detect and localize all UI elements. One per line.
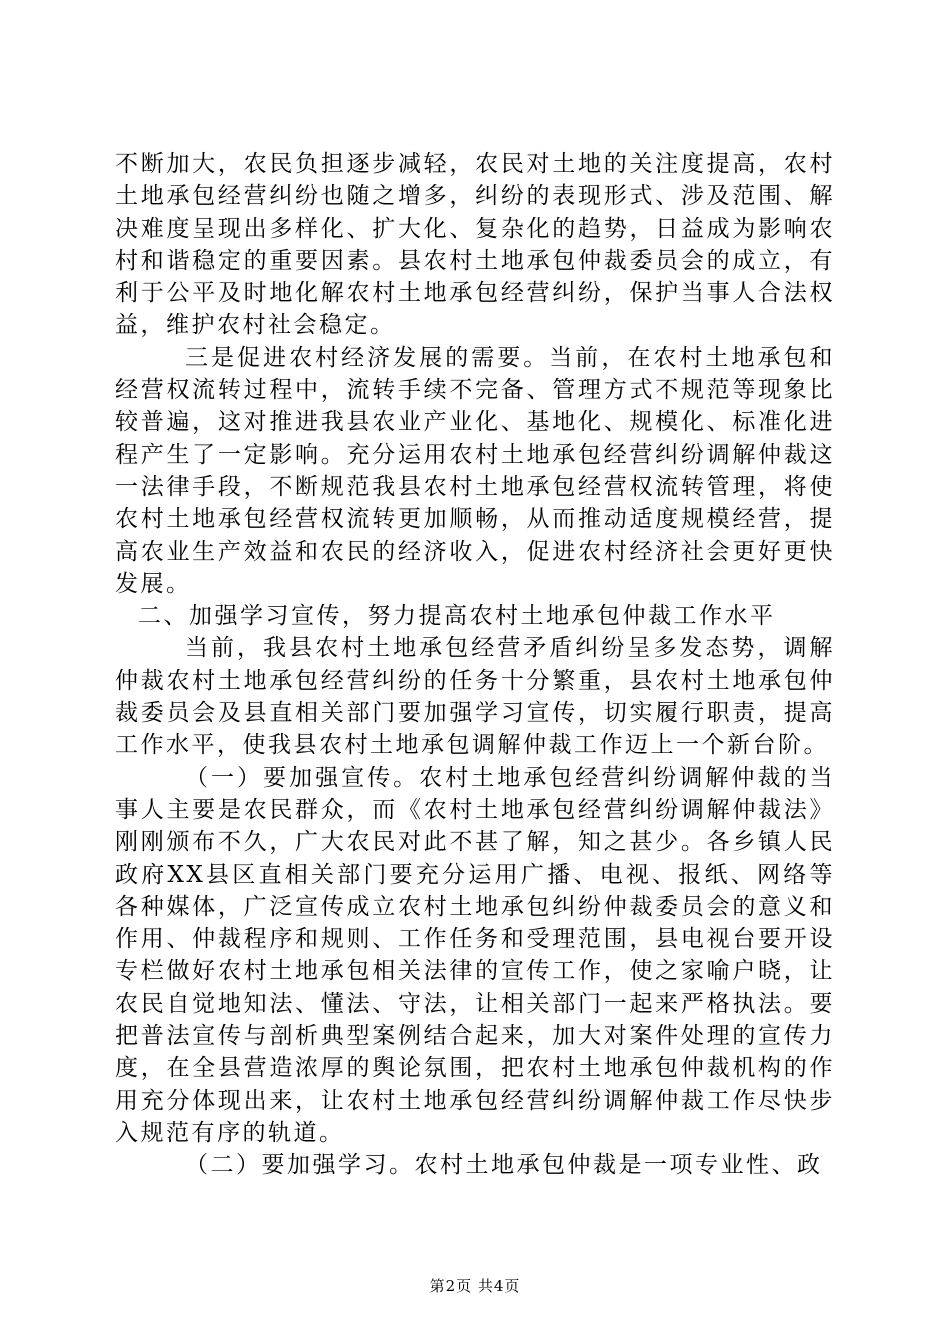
paragraph-strengthen-publicity: （一）要加强宣传。农村土地承包经营纠纷调解仲裁的当事人主要是农民群众，而《农村土地承包经营纠纷调解仲裁法》刚刚颁布不久，广大农民对此不甚了解，知之甚少。各乡镇人民政府XX县区直相关部门要充分运用广播、电视、报纸、网络等各种媒体，广泛宣传成立农村土地承包纠纷仲裁委员会的意义和作用、仲裁程序和规则、工作任务和受理范围，县电视台要开设专栏做好农村土地承包相关法律的宣传工作，使之家喻户晓，让农民自觉地知法、懂法、守法，让相关部门一起来严格执法。要把普法宣传与剖析典型案例结合起来，加大对案件处理的宣传力度，在全县营造浓厚的舆论氛围，把农村土地承包仲裁机构的作用充分体现出来，让农村土地承包经营纠纷调解仲裁工作尽快步入规范有序的轨道。 — [115, 764, 835, 1146]
paragraph-current-situation: 当前，我县农村土地承包经营矛盾纠纷呈多发态势，调解仲裁农村土地承包经营纠纷的任务十分繁重，县农村土地承包仲裁委员会及县直相关部门要加强学习宣传，切实履行职责，提高工作水平，使我县农村土地承包调解仲裁工作迈上一个新台阶。 — [115, 635, 835, 759]
paragraph-economic-development: 三是促进农村经济发展的需要。当前，在农村土地承包和经营权流转过程中，流转手续不完备、管理方式不规范等现象比较普遍，这对推进我县农业产业化、基地化、规模化、标准化进程产生了一定影响。充分运用农村土地承包经营纠纷调解仲裁这一法律手段，不断规范我县农村土地承包经营权流转管理，将使农村土地承包经营权流转更加顺畅，从而推动适度规模经营，提高农业生产效益和农民的经济收入，促进农村经济社会更好更快发展。 — [115, 344, 835, 597]
section-heading-two: 二、加强学习宣传，努力提高农村土地承包仲裁工作水平 — [138, 603, 776, 630]
paragraph-strengthen-study: （二）要加强学习。农村土地承包仲裁是一项专业性、政 — [185, 1152, 823, 1179]
document-body — [115, 148, 835, 1182]
paragraph-continued: 不断加大，农民负担逐步减轻，农民对土地的关注度提高，农村土地承包经营纠纷也随之增多，纠纷的表现形式、涉及范围、解决难度呈现出多样化、扩大化、复杂化的趋势，日益成为影响农村和谐稳定的重要因素。县农村土地承包仲裁委员会的成立，有利于公平及时地化解农村土地承包经营纠纷，保护当事人合法权益，维护农村社会稳定。 — [115, 151, 835, 339]
page-footer: 第2页 共4页 — [429, 1277, 521, 1295]
